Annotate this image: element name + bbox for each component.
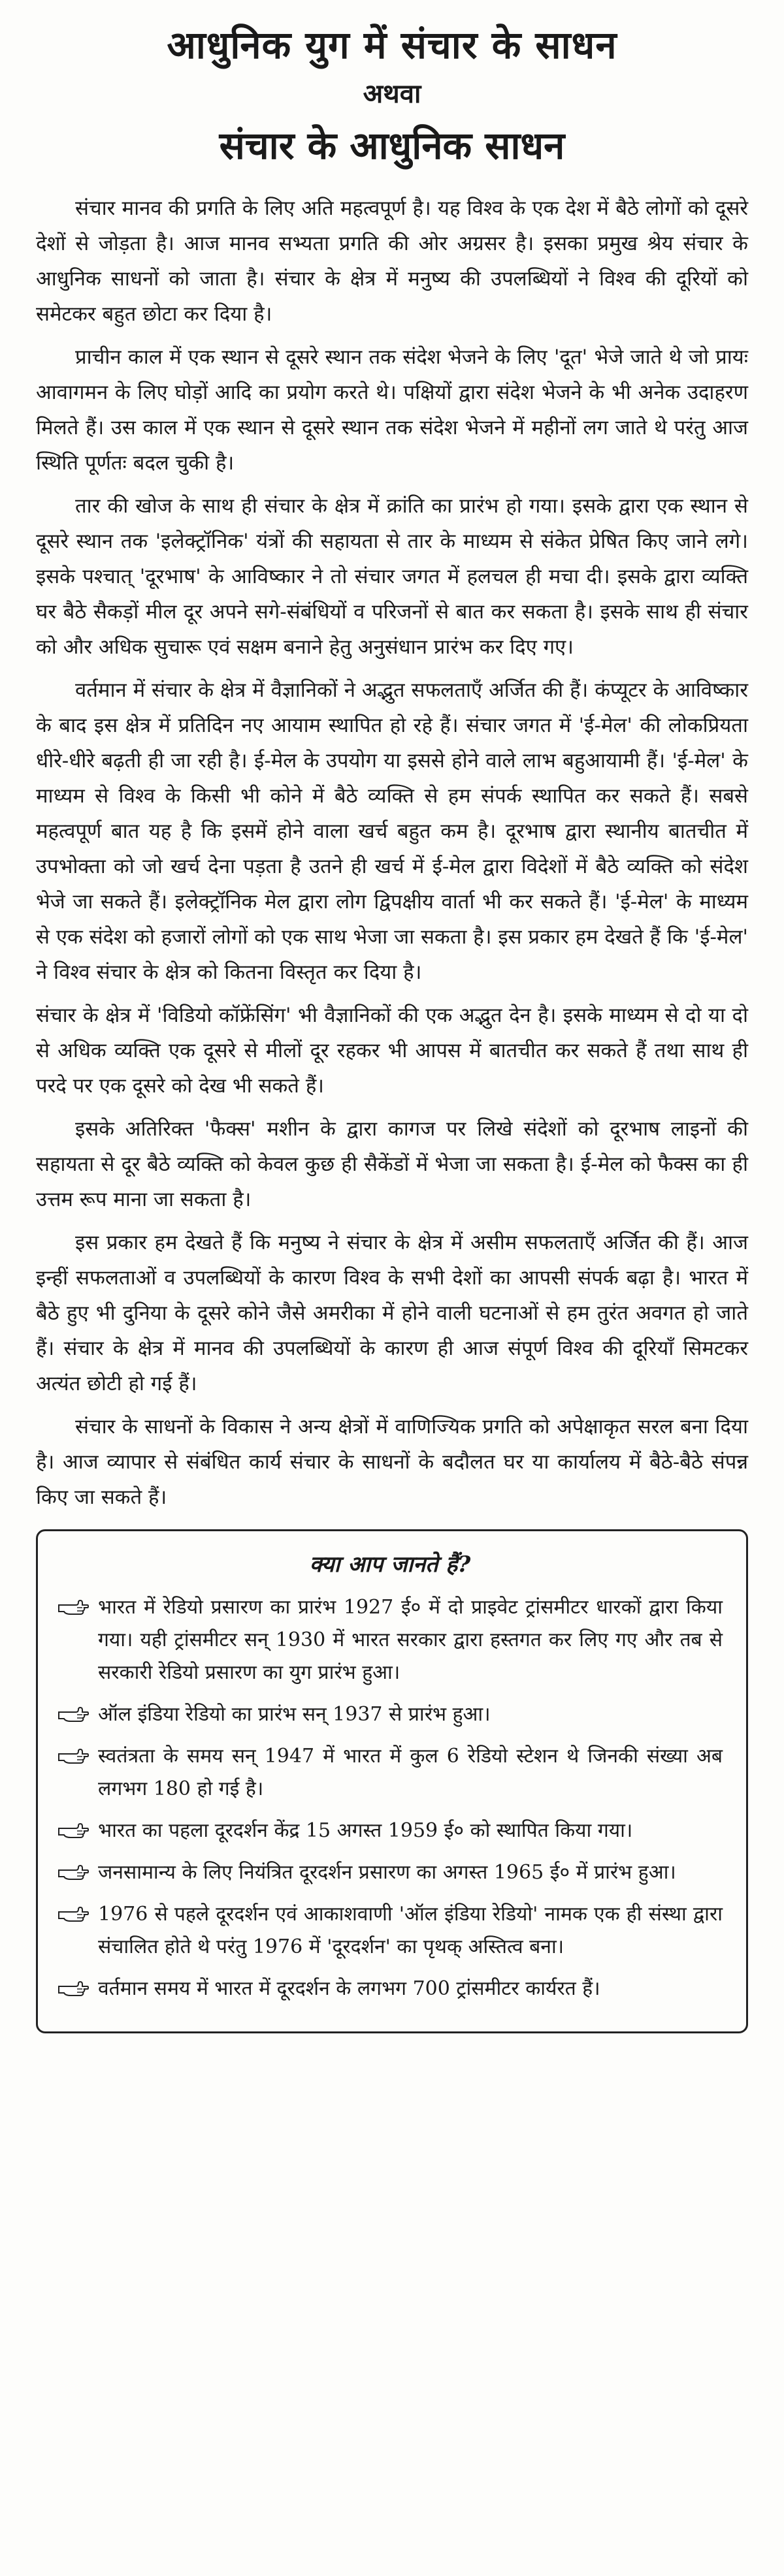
paragraph: इसके अतिरिक्त 'फैक्स' मशीन के द्वारा कागज पर लिखे संदेशों को दूरभाष लाइनों की सहायता से दूर बैठे व्यक्ति को केवल कुछ ही सैकेंडों में भेजा जा सकता है। ई-मेल को फैक्स का ही उत्तम रूप माना जा सकता है। (36, 1117, 749, 1211)
fact-text: भारत का पहला दूरदर्शन केंद्र 15 अगस्त 1959 ई० को स्थापित किया गया। (98, 1819, 633, 1842)
paragraph: संचार के साधनों के विकास ने अन्य क्षेत्रों में वाणिज्यिक प्रगति को अपेक्षाकृत सरल बना दिया है। आज व्यापार से संबंधित कार्य संचार के साधनों के बदौलत घर या कार्यालय में बैठे-बैठे संपन्न किए जा सकते हैं। (36, 1415, 749, 1509)
fact-item (57, 1740, 723, 1805)
fact-text: स्वतंत्रता के समय सन् 1947 में भारत में कुल 6 रेडियो स्टेशन थे जिनकी संख्या अब लगभग 180 हो गई है। (98, 1745, 723, 1800)
essay-body (36, 191, 748, 1515)
fact-item (57, 1591, 723, 1689)
fact-text: ऑल इंडिया रेडियो का प्रारंभ सन् 1937 से प्रारंभ हुआ। (98, 1703, 491, 1726)
fact-item (57, 1856, 723, 1889)
fact-text: भारत में रेडियो प्रसारण का प्रारंभ 1927 ई० में दो प्राइवेट ट्रांसमीटर धारकों द्वारा किया गया। यही ट्रांसमीटर सन् 1930 में भारत सरकार द्वारा हस्तगत कर लिए गए और तब से सरकारी रेडियो प्रसारण का युग प्रारंभ हुआ। (98, 1596, 723, 1684)
pointing-hand-icon (57, 1973, 98, 2005)
title-block (36, 20, 748, 172)
fact-item (57, 1898, 723, 1964)
pointing-hand-icon (57, 1740, 98, 1773)
pointing-hand-icon (57, 1698, 98, 1731)
or-separator: अथवा (363, 79, 421, 109)
fact-item (57, 1815, 723, 1847)
pointing-hand-icon (57, 1815, 98, 1847)
fact-text: वर्तमान समय में भारत में दूरदर्शन के लगभग 700 ट्रांसमीटर कार्यरत हैं। (98, 1977, 600, 2000)
fact-item (57, 1973, 723, 2005)
paragraph: प्राचीन काल में एक स्थान से दूसरे स्थान तक संदेश भेजने के लिए 'दूत' भेजे जाते थे जो प्रायः आवागमन के लिए घोड़ों आदि का प्रयोग करते थे। पक्षियों द्वारा संदेश भेजने के भी अनेक उदाहरण मिलते हैं। उस काल में एक स्थान से दूसरे स्थान तक संदेश भेजने में महीनों लग जाते थे परंतु आज स्थिति पूर्णतः बदल चुकी है। (36, 345, 748, 475)
did-you-know-box (36, 1529, 748, 2033)
fact-item (57, 1698, 723, 1731)
page-title: आधुनिक युग में संचार के साधन (167, 23, 617, 67)
pointing-hand-icon (57, 1898, 98, 1931)
did-you-know-heading: क्या आप जानते हैं? (309, 1551, 471, 1578)
paragraph: संचार के क्षेत्र में 'विडियो कॉफ्रेंसिंग' भी वैज्ञानिकों की एक अद्भुत देन है। इसके माध्यम से दो या दो से अधिक व्यक्ति एक दूसरे से मीलों दूर रहकर भी आपस में बातचीत कर सकते हैं तथा साथ ही परदे पर एक दूसरे को देख भी सकते हैं। (36, 1004, 748, 1098)
pointing-hand-icon (57, 1591, 98, 1624)
paragraph: तार की खोज के साथ ही संचार के क्षेत्र में क्रांति का प्रारंभ हो गया। इसके द्वारा एक स्थान से दूसरे स्थान तक 'इलेक्ट्रॉनिक' यंत्रों की सहायता से तार के माध्यम से संकेत प्रेषित किए जाने लगे। इसके पश्चात् 'दूरभाष' के आविष्कार ने तो संचार जगत में हलचल ही मचा दी। इसके द्वारा व्यक्ति घर बैठे सैकड़ों मील दूर अपने सगे-संबंधियों व परिजनों से बात कर सकता है। इसके साथ ही संचार को और अधिक सुचारू एवं सक्षम बनाने हेतु अनुसंधान प्रारंभ कर दिए गए। (36, 494, 748, 659)
paragraph: वर्तमान में संचार के क्षेत्र में वैज्ञानिकों ने अद्भुत सफलताएँ अर्जित की हैं। कंप्यूटर के आविष्कार के बाद इस क्षेत्र में प्रतिदिन नए आयाम स्थापित हो रहे हैं। संचार जगत में 'ई-मेल' की लोकप्रियता धीरे-धीरे बढ़ती ही जा रही है। ई-मेल के उपयोग या इससे होने वाले लाभ बहुआयामी हैं। 'ई-मेल' के माध्यम से विश्व के किसी भी कोने में बैठे व्यक्ति से हम संपर्क स्थापित कर सकते हैं। सबसे महत्वपूर्ण बात यह है कि इसमें होने वाला खर्च बहुत कम है। दूरभाष द्वारा स्थानीय बातचीत में उपभोक्ता को जो खर्च देना पड़ता है उतने ही खर्च में ई-मेल द्वारा विदेशों में बैठे व्यक्ति को संदेश भेजे जा सकते हैं। इलेक्ट्रॉनिक मेल द्वारा लोग द्विपक्षीय वार्ता भी कर सकते हैं। 'ई-मेल' के माध्यम से एक संदेश को हजारों लोगों को एक साथ भेजा जा सकता है। इस प्रकार हम देखते हैं कि 'ई-मेल' ने विश्व संचार के क्षेत्र को कितना विस्तृत कर दिया है। (36, 678, 748, 984)
pointing-hand-icon (57, 1856, 98, 1889)
fact-text: 1976 से पहले दूरदर्शन एवं आकाशवाणी 'ऑल इंडिया रेडियो' नामक एक ही संस्था द्वारा संचालित होते थे परंतु 1976 में 'दूरदर्शन' का पृथक् अस्तित्व बना। (98, 1903, 723, 1958)
page-subtitle: संचार के आधुनिक साधन (219, 123, 565, 168)
fact-text: जनसामान्य के लिए नियंत्रित दूरदर्शन प्रसारण का अगस्त 1965 ई० में प्रारंभ हुआ। (98, 1861, 676, 1884)
paragraph: इस प्रकार हम देखते हैं कि मनुष्य ने संचार के क्षेत्र में असीम सफलताएँ अर्जित की हैं। आज इन्हीं सफलताओं व उपलब्धियों के कारण विश्व के सभी देशों का आपसी संपर्क बढ़ा है। भारत में बैठे हुए भी दुनिया के दूसरे कोने जैसे अमरीका में होने वाली घटनाओं से हम तुरंत अवगत हो जाते हैं। संचार के क्षेत्र में मानव की उपलब्धियों के कारण ही आज संपूर्ण विश्व की दूरियाँ सिमटकर अत्यंत छोटी हो गई हैं। (36, 1231, 748, 1395)
paragraph: संचार मानव की प्रगति के लिए अति महत्वपूर्ण है। यह विश्व के एक देश में बैठे लोगों को दूसरे देशों से जोड़ता है। आज मानव सभ्यता प्रगति की ओर अग्रसर है। इसका प्रमुख श्रेय संचार के आधुनिक साधनों को जाता है। संचार के क्षेत्र में मनुष्य की उपलब्धियों ने विश्व की दूरियों को समेटकर बहुत छोटा कर दिया है। (36, 197, 748, 326)
